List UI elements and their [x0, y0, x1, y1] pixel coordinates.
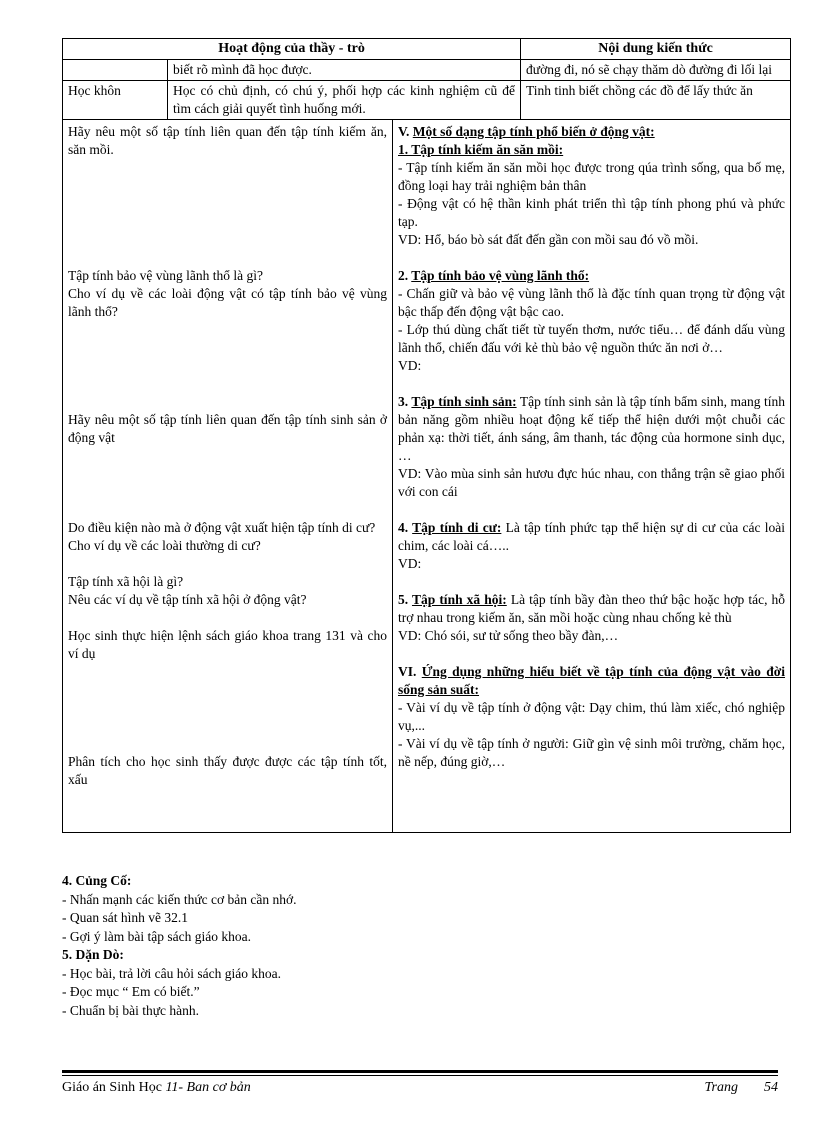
section-vi-point-2: - Vài ví dụ về tập tính ở người: Giữ gìn vệ sinh môi trường, chăm học, nề nếp, đúng giờ,…	[398, 736, 786, 769]
top-row-2-desc: Học có chủ định, có chú ý, phối hợp các kinh nghiệm cũ để tìm cách giải quyết tình huống mới.	[168, 81, 521, 120]
question-social-example: Nêu các ví dụ về tập tính xã hội ở động vật?	[68, 592, 307, 607]
footer-page-info	[679, 1080, 778, 1096]
section-2-example: VD:	[398, 358, 422, 373]
consolidation-item-3: - Gợi ý làm bài tập sách giáo khoa.	[62, 928, 251, 944]
homework-heading: 5. Dặn Dò:	[62, 947, 124, 962]
section-4-paragraph: 4. Tập tính di cư: Là tập tính phức tạp thể hiện sự di cư của các loài chim, các loài cá…..	[398, 520, 786, 553]
section-2-heading: 2. Tập tính bảo vệ vùng lãnh thổ:	[398, 268, 590, 283]
consolidation-item-1: - Nhấn mạnh các kiến thức cơ bản cần nhớ.	[62, 891, 297, 907]
section-v-heading: V. Một số dạng tập tính phổ biến ở động vật:	[398, 124, 655, 139]
top-row-2-label: Học khôn	[63, 81, 168, 120]
teacher-activity-column	[63, 120, 393, 833]
question-reproduction: Hãy nêu một số tập tính liên quan đến tập tính sinh sản ở động vật	[68, 412, 387, 445]
lesson-table	[62, 38, 791, 833]
section-vi-point-1: - Vài ví dụ về tập tính ở động vật: Dạy chim, thú làm xiếc, chó nghiệp vụ,...	[398, 700, 786, 733]
lesson-table-container	[62, 38, 790, 833]
question-territory-def: Tập tính bảo vệ vùng lãnh thổ là gì?	[68, 268, 263, 283]
question-migration-cond: Do điều kiện nào mà ở động vật xuất hiện tập tính di cư?	[68, 520, 376, 535]
header-knowledge: Nội dung kiến thức	[521, 39, 791, 60]
header-teacher-student: Hoạt động của thầy - trò	[63, 39, 521, 60]
top-row-1-example: đường đi, nó sẽ chạy thăm dò đường đi lối lại	[521, 60, 791, 81]
footer-rule-thick	[62, 1070, 778, 1073]
section-1-heading: 1. Tập tính kiếm ăn săn mồi:	[398, 142, 564, 157]
question-feeding: Hãy nêu một số tập tính liên quan đến tập tính kiếm ăn, săn mồi.	[68, 124, 387, 157]
knowledge-content-column	[393, 120, 791, 833]
consolidation-heading: 4. Củng Cố:	[62, 873, 132, 888]
section-5-example: VD: Chó sói, sư tử sống theo bầy đàn,…	[398, 628, 619, 643]
homework-item-3: - Chuẩn bị bài thực hành.	[62, 1002, 200, 1018]
footer-course-title: Giáo án Sinh Học 11- Ban cơ bản	[62, 1080, 251, 1095]
instruction-textbook: Học sinh thực hiện lệnh sách giáo khoa trang 131 và cho ví dụ	[68, 628, 387, 661]
section-3-example: VD: Vào mùa sinh sản hươu đực húc nhau, con thắng trận sẽ giao phối với con cái	[398, 466, 786, 499]
section-2-point-2: - Lớp thú dùng chất tiết từ tuyến thơm, nước tiểu… để đánh dấu vùng lãnh thổ, chiến đấu với kẻ thù bảo vệ nguồn thức ăn nơi ở…	[398, 322, 786, 355]
section-2-point-1: - Chấn giữ và bảo vệ vùng lãnh thổ là đặc tính quan trọng từ động vật bậc thấp đến động vật bậc cao.	[398, 286, 786, 319]
page-footer	[62, 1070, 778, 1096]
section-vi-heading: VI. Ứng dụng những hiểu biết về tập tính của động vật vào đời sống sản suất:	[398, 664, 786, 697]
top-row-2-example: Tinh tinh biết chồng các đồ để lấy thức ăn	[521, 81, 791, 120]
footer-page-number: 54	[764, 1080, 778, 1095]
lesson-summary	[62, 872, 562, 1020]
section-1-point-1: - Tập tính kiếm ăn săn mồi học được trong qúa trình sống, qua bố mẹ, đồng loại hay trải nghiệm bản thân	[398, 160, 786, 193]
section-3-paragraph: 3. Tập tính sinh sản: Tập tính sinh sản là tập tính bẩm sinh, mang tính bản năng gồm nhiều hoạt động kế tiếp thể hiện dưới một chuỗi các phản xạ: thời tiết, ánh sáng, âm thanh, tác động của hormone sinh dục, …	[398, 394, 786, 463]
top-row-1-label	[63, 60, 168, 81]
question-migration-example: Cho ví dụ về các loài thường di cư?	[68, 538, 261, 553]
question-social-def: Tập tính xã hội là gì?	[68, 574, 184, 589]
footer-rule-thin	[62, 1075, 778, 1076]
section-1-point-2: - Động vật có hệ thần kinh phát triển thì tập tính phong phú và phức tạp.	[398, 196, 786, 229]
consolidation-item-2: - Quan sát hình vẽ 32.1	[62, 910, 188, 925]
section-4-example: VD:	[398, 556, 422, 571]
question-territory-example: Cho ví dụ về các loài động vật có tập tính bảo vệ vùng lãnh thổ?	[68, 286, 387, 319]
section-1-example: VD: Hổ, báo bò sát đất đến gần con mồi sau đó vồ mồi.	[398, 232, 699, 247]
homework-item-2: - Đọc mục “ Em có biết.”	[62, 984, 200, 999]
footer-page-label: Trang	[704, 1080, 738, 1095]
top-row-1-desc: biết rõ mình đã học được.	[168, 60, 521, 81]
section-5-paragraph: 5. Tập tính xã hội: Là tập tính bầy đàn theo thứ bậc hoặc hợp tác, hỗ trợ nhau trong kiếm ăn, săn mồi hoặc cùng nhau chống kẻ thù	[398, 592, 786, 625]
analysis-good-bad: Phân tích cho học sinh thấy được được các tập tính tốt, xấu	[68, 754, 387, 787]
homework-item-1: - Học bài, trả lời câu hỏi sách giáo khoa.	[62, 965, 281, 981]
